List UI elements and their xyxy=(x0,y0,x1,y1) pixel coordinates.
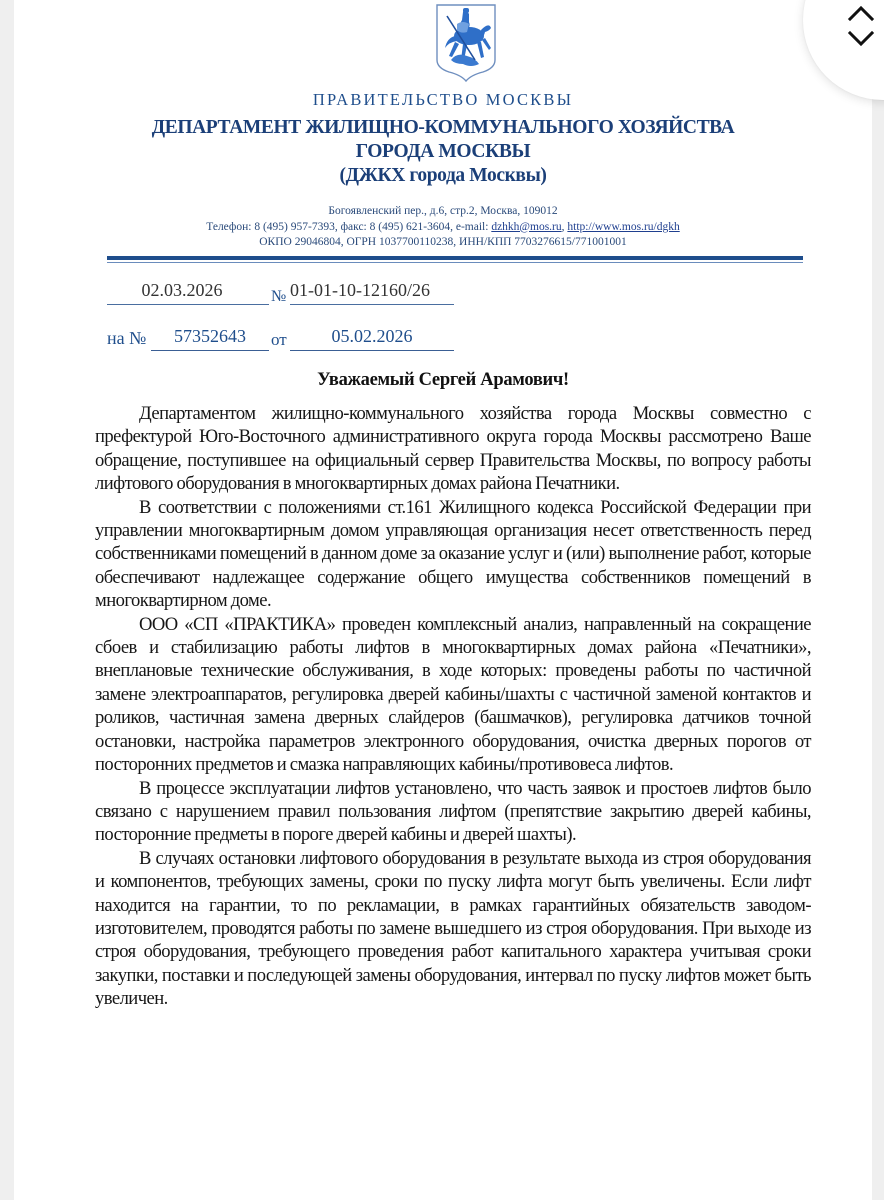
paragraph-4: В процессе эксплуатации лифтов установлено, что часть заявок и простоев лифтов было связано с нарушением правил пользования лифтом (препятствие закрытию дверей кабины, посторонние предметы в пороге дверей кабины и дверей шахты). xyxy=(95,777,811,846)
phone-fax: Телефон: 8 (495) 957-7393, факс: 8 (495) 621-3604, e-mail: xyxy=(206,220,492,233)
paragraph-2: В соответствии с положениями ст.161 Жилищного кодекса Российской Федерации при управлении многоквартирным домом управляющая организация несет ответственность перед собственниками помещений в данном доме за оказание услуг и (или) выполнение работ, которые обеспечивают надлежащее содержание общего имущества собственников помещений в многоквартирном доме. xyxy=(95,496,811,612)
government-title: ПРАВИТЕЛЬСТВО МОСКВЫ xyxy=(312,90,574,109)
number-sign: № xyxy=(271,288,287,305)
phone-email-line xyxy=(14,220,872,236)
outgoing-number-field xyxy=(290,280,454,305)
separator: , xyxy=(561,220,568,233)
moscow-coat-of-arms-icon xyxy=(433,2,499,82)
paragraph-1: Департаментом жилищно-коммунального хозяйства города Москвы совместно с префектурой Юго-Восточного административного округа города Москвы рассмотрено Ваше обращение, поступившее на официальный сервер Правительства Москвы, по вопросу работы лифтового оборудования в многоквартирных домах района Печатники. xyxy=(95,403,811,495)
previous-page-button[interactable] xyxy=(845,2,877,24)
department-title xyxy=(14,116,872,188)
website-link[interactable]: http://www.mos.ru/dgkh xyxy=(567,220,680,233)
reference-date-field xyxy=(290,326,454,351)
header-divider xyxy=(107,256,803,263)
outgoing-date-field xyxy=(107,280,269,305)
department-line-2: ГОРОДА МОСКВЫ xyxy=(355,141,531,162)
paragraph-3: ООО «СП «ПРАКТИКА» проведен комплексный анализ, направленный на сокращение сбоев и стабилизацию работы лифтов в многоквартирных домах района «Печатники», внеплановые технические обслуживания, в ходе которых: проведены работы по частичной замене электроаппаратов, регулировка дверей кабины/шахты с частичной заменой контактов и роликов, частичная замена дверных слайдеров (башмачков), регулировка датчиков точной остановки, настройка параметров электронного оборудования, очистка дверных порогов от посторонних предметов и смазка направляющих кабины/противовеса лифтов. xyxy=(95,613,811,776)
reference-prefix: на № xyxy=(107,328,147,348)
next-page-button[interactable] xyxy=(845,28,877,50)
reference-from-label: от xyxy=(271,330,287,349)
email-link[interactable]: dzhkh@mos.ru xyxy=(491,220,562,233)
reference-number: 57352643 xyxy=(174,326,246,346)
address: Богоявленский пер., д.6, стр.2, Москва, 109012 xyxy=(328,205,558,217)
document-page xyxy=(14,0,872,1200)
outgoing-date: 02.03.2026 xyxy=(141,280,223,300)
reference-number-field xyxy=(151,326,269,351)
chevron-up-icon xyxy=(845,2,877,24)
greeting: Уважаемый Сергей Арамович! xyxy=(317,370,569,390)
contact-block xyxy=(14,204,872,251)
department-short-name: (ДЖКХ города Москвы) xyxy=(339,165,547,186)
chevron-down-icon xyxy=(845,28,877,50)
paragraph-5: В случаях остановки лифтового оборудования в результате выхода из строя оборудования и компонентов, требующих замены, сроки по пуску лифта могут быть увеличены. Если лифт находится на гарантии, то по рекламации, в рамках гарантийных обязательств заводом-изготовителем, проводятся работы по замене вышедшего из строя оборудования. При выходе из строя оборудования, требующего проведения работ капитального характера учитывая сроки закупки, поставки и последующей замены оборудования, интервал по пуску лифтов может быть увеличен. xyxy=(95,847,811,1010)
letter-body xyxy=(95,402,811,1011)
department-line-1: ДЕПАРТАМЕНТ ЖИЛИЩНО-КОММУНАЛЬНОГО ХОЗЯЙСТВА xyxy=(151,117,735,138)
outgoing-number: 01-01-10-12160/26 xyxy=(290,280,430,300)
reference-date: 05.02.2026 xyxy=(331,326,413,346)
registry-codes: ОКПО 29046804, ОГРН 1037700110238, ИНН/КПП 7703276615/771001001 xyxy=(259,236,627,248)
